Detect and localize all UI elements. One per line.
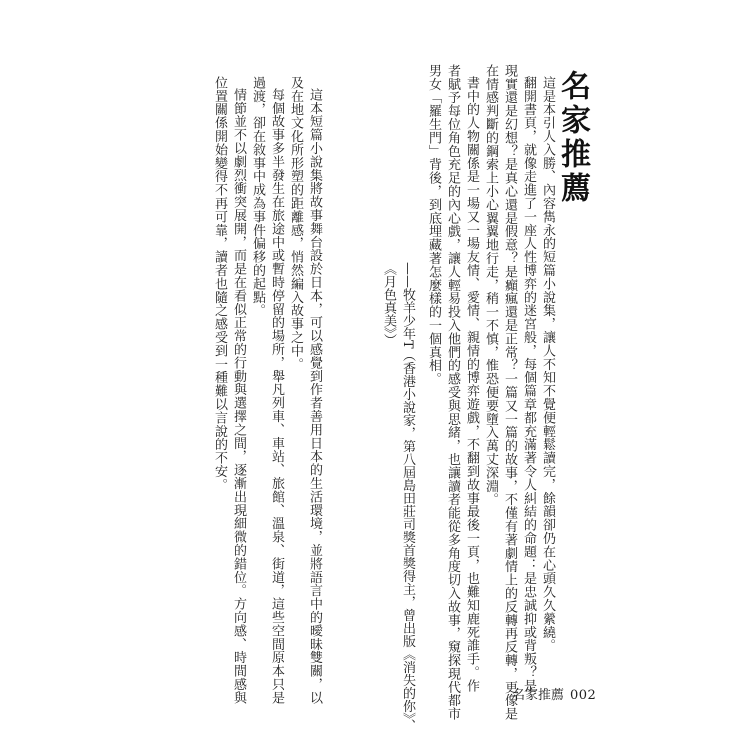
- text-column: 及在地文化所形塑的距離感，悄然編入故事之中。: [288, 76, 303, 371]
- text-column: 男女「羅生門」背後，到底埋藏著怎麼樣的一個真相。: [426, 64, 441, 386]
- page-number: 002: [570, 688, 597, 703]
- text-column: 現實還是幻想？是真心還是假意？是癲瘋還是正常？一篇又一篇的故事，不僅有著劇情上的反轉再反轉，更像是: [502, 64, 517, 721]
- text-column: 每個故事多半發生在旅途中或暫時停留的場所，舉凡列車、車站、旅館、溫泉、街道，這些空間原本只是: [269, 88, 284, 705]
- text-column: 翻開書頁，就像走進了一座人性博弈的迷宮般，每個篇章都充滿著令人糾結的命題：是忠誠抑或背叛？是: [521, 76, 536, 693]
- page-footer: [512, 684, 596, 703]
- text-column: 情節並不以劇烈衝突展開，而是在看似正常的行動與選擇之間，逐漸出現細微的錯位。方向感、時間感與: [231, 88, 246, 705]
- running-header-label: 名家推薦: [512, 688, 565, 703]
- text-column: 書中的人物關係是一場又一場友情、愛情、親情的博弈遊戲，不翻到故事最後一頁，也難知鹿死誰手。作: [464, 76, 479, 693]
- attribution-line: 《月色真美》）: [381, 262, 396, 347]
- text-column: 在情感判斷的鋼索上小心翼翼地行走，稍一不慎，惟恐便要墮入萬丈深淵。: [483, 64, 498, 507]
- attribution-line: ——牧羊少年T（香港小說家，第八屆島田莊司獎首獎得主，曾出版《消失的你》、: [400, 262, 415, 733]
- text-column: 者賦予每位角色充足的內心戲，讓人輕易投入他們的感受與思緒，也讓讀者能從多角度切入故事，窺探現代都市: [445, 64, 460, 721]
- text-column: 過渡，卻在敘事中成為事件偏移的起點。: [250, 76, 265, 318]
- text-column: 這是本引人入勝、內容雋永的短篇小說集，讓人不知不覺便輕鬆讀完，餘韻卻仍在心頭久久縈繞。: [540, 76, 555, 653]
- text-column: 位置關係開始變得不再可靠，讀者也隨之感受到一種難以言說的不安。: [212, 76, 227, 492]
- text-column: 這本短篇小說集將故事舞台設於日本，可以感覺到作者善用日本的生活環境，並將語言中的曖昧雙關，以: [307, 88, 322, 705]
- page-title: 名家推薦: [555, 70, 590, 206]
